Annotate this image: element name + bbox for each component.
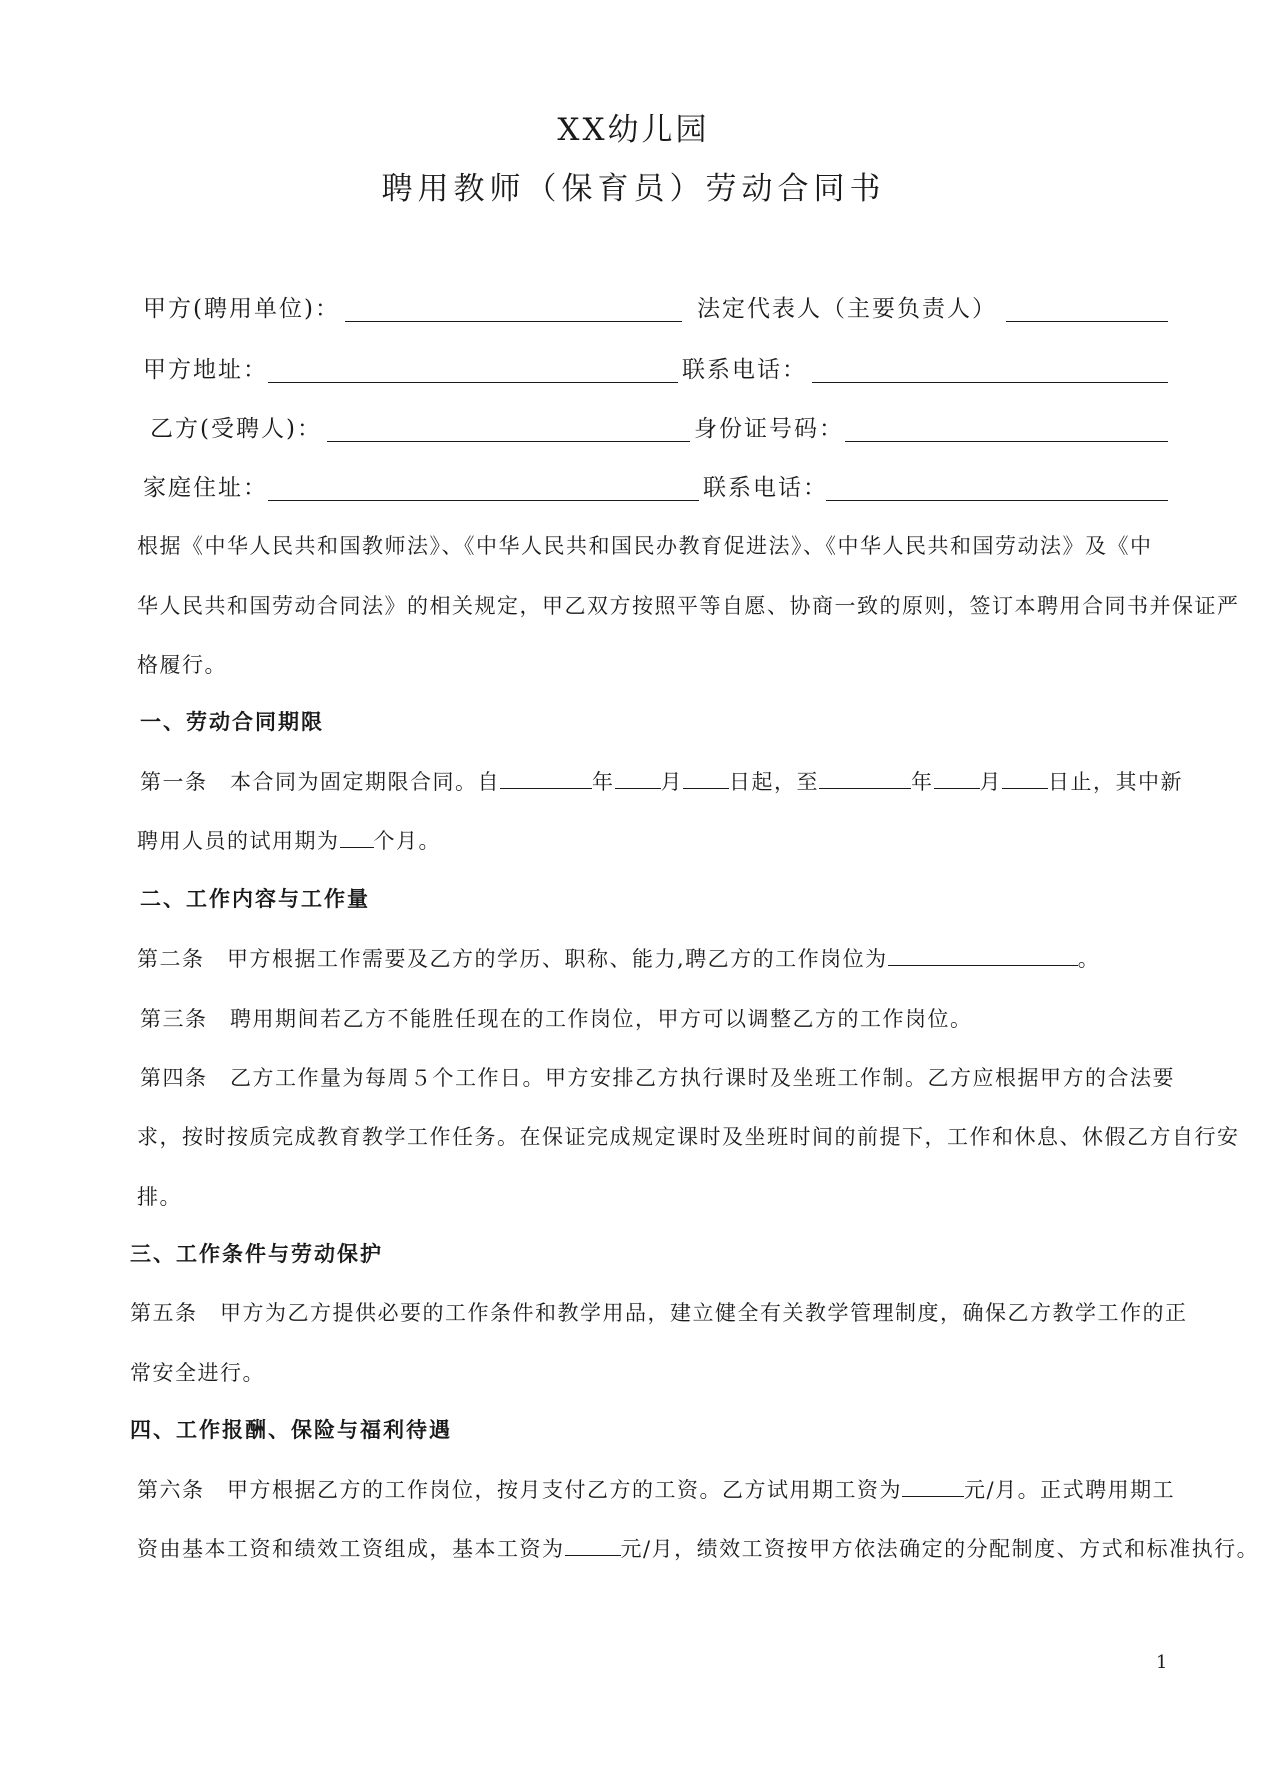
home-address-label: 家庭住址： <box>143 475 268 501</box>
article-1-month-label: 月 <box>660 770 683 794</box>
article-6-text-b: 元/月。正式聘用期工 <box>964 1478 1176 1502</box>
article-1-text-a: 第一条 本合同为固定期限合同。自 <box>140 770 500 794</box>
intro-line-2: 华人民共和国劳动合同法》的相关规定，甲乙双方按照平等自愿、协商一致的原则，签订本聘用合同书并保证严 <box>137 594 1240 618</box>
article-1-months-label: 个月。 <box>373 829 441 853</box>
article-6-text-a: 第六条 甲方根据乙方的工作岗位，按月支付乙方的工资。乙方试用期工资为 <box>137 1478 902 1502</box>
document-title-school: XX幼儿园 <box>557 112 710 148</box>
party-a-blank[interactable] <box>345 321 682 322</box>
start-year-blank[interactable] <box>500 770 592 789</box>
article-2-line <box>137 943 1100 973</box>
article-6-line-1 <box>137 1474 1175 1504</box>
section-1-heading: 一、劳动合同期限 <box>140 709 324 734</box>
section-3-heading: 三、工作条件与劳动保护 <box>130 1241 383 1266</box>
base-salary-blank[interactable] <box>565 1537 621 1556</box>
article-4-line-1: 第四条 乙方工作量为每周５个工作日。甲方安排乙方执行课时及坐班工作制。乙方应根据甲方的合法要 <box>140 1066 1175 1090</box>
party-a-address-blank[interactable] <box>268 382 678 383</box>
intro-line-3: 格履行。 <box>137 653 227 677</box>
article-1-to-label: 日止，其中新 <box>1048 770 1183 794</box>
section-4-heading: 四、工作报酬、保险与福利待遇 <box>130 1417 452 1442</box>
article-5-line-1: 第五条 甲方为乙方提供必要的工作条件和教学用品，建立健全有关教学管理制度，确保乙方教学工作的正 <box>130 1301 1188 1325</box>
party-a-phone-label: 联系电话： <box>682 357 807 383</box>
party-a-phone-blank[interactable] <box>812 382 1168 383</box>
section-2-heading: 二、工作内容与工作量 <box>140 886 370 911</box>
home-address-blank[interactable] <box>268 500 699 501</box>
end-year-blank[interactable] <box>819 770 911 789</box>
party-b-phone-label: 联系电话： <box>703 475 828 501</box>
start-day-blank[interactable] <box>683 770 729 789</box>
party-a-label: 甲方(聘用单位)： <box>143 296 340 322</box>
article-1-month2-label: 月 <box>979 770 1002 794</box>
party-b-label: 乙方(受聘人)： <box>150 416 322 442</box>
party-a-address-row <box>140 351 1170 391</box>
article-1-year-label: 年 <box>592 770 615 794</box>
home-address-row <box>140 469 1170 509</box>
legal-rep-blank[interactable] <box>1006 321 1168 322</box>
party-b-phone-blank[interactable] <box>826 500 1168 501</box>
id-number-label: 身份证号码： <box>694 416 844 442</box>
page-number: 1 <box>1156 1652 1168 1673</box>
article-3-line: 第三条 聘用期间若乙方不能胜任现在的工作岗位，甲方可以调整乙方的工作岗位。 <box>140 1007 973 1031</box>
article-2-end: 。 <box>1077 947 1101 971</box>
party-b-row <box>140 410 1170 450</box>
article-1-year2-label: 年 <box>911 770 934 794</box>
party-a-address-label: 甲方地址： <box>143 357 268 383</box>
article-6-text-c: 资由基本工资和绩效工资组成，基本工资为 <box>137 1537 565 1561</box>
article-6-line-2 <box>137 1533 1259 1563</box>
article-1-line-2 <box>137 825 441 855</box>
end-month-blank[interactable] <box>934 770 980 789</box>
probation-salary-blank[interactable] <box>902 1478 964 1497</box>
article-4-line-3: 排。 <box>137 1185 182 1209</box>
article-6-text-d: 元/月，绩效工资按甲方依法确定的分配制度、方式和标准执行。 <box>620 1537 1260 1561</box>
start-month-blank[interactable] <box>615 770 661 789</box>
article-2-text: 第二条 甲方根据工作需要及乙方的学历、职称、能力,聘乙方的工作岗位为 <box>137 947 888 971</box>
article-4-line-2: 求，按时按质完成教育教学工作任务。在保证完成规定课时及坐班时间的前提下，工作和休息、休假乙方自行安 <box>137 1125 1240 1149</box>
end-day-blank[interactable] <box>1002 770 1048 789</box>
article-1-probation-text: 聘用人员的试用期为 <box>137 829 340 853</box>
article-1-from-label: 日起，至 <box>729 770 819 794</box>
job-position-blank[interactable] <box>888 947 1078 966</box>
party-a-row <box>140 290 1170 330</box>
id-number-blank[interactable] <box>845 441 1168 442</box>
article-1-line-1 <box>140 766 1183 796</box>
probation-months-blank[interactable] <box>340 829 374 848</box>
intro-line-1: 根据《中华人民共和国教师法》、《中华人民共和国民办教育促进法》、《中华人民共和国劳动法》及《中 <box>137 534 1153 558</box>
legal-rep-label: 法定代表人（主要负责人） <box>697 296 997 322</box>
document-title-contract: 聘用教师（保育员）劳动合同书 <box>381 171 886 207</box>
article-5-line-2: 常安全进行。 <box>130 1361 265 1385</box>
party-b-blank[interactable] <box>327 441 690 442</box>
